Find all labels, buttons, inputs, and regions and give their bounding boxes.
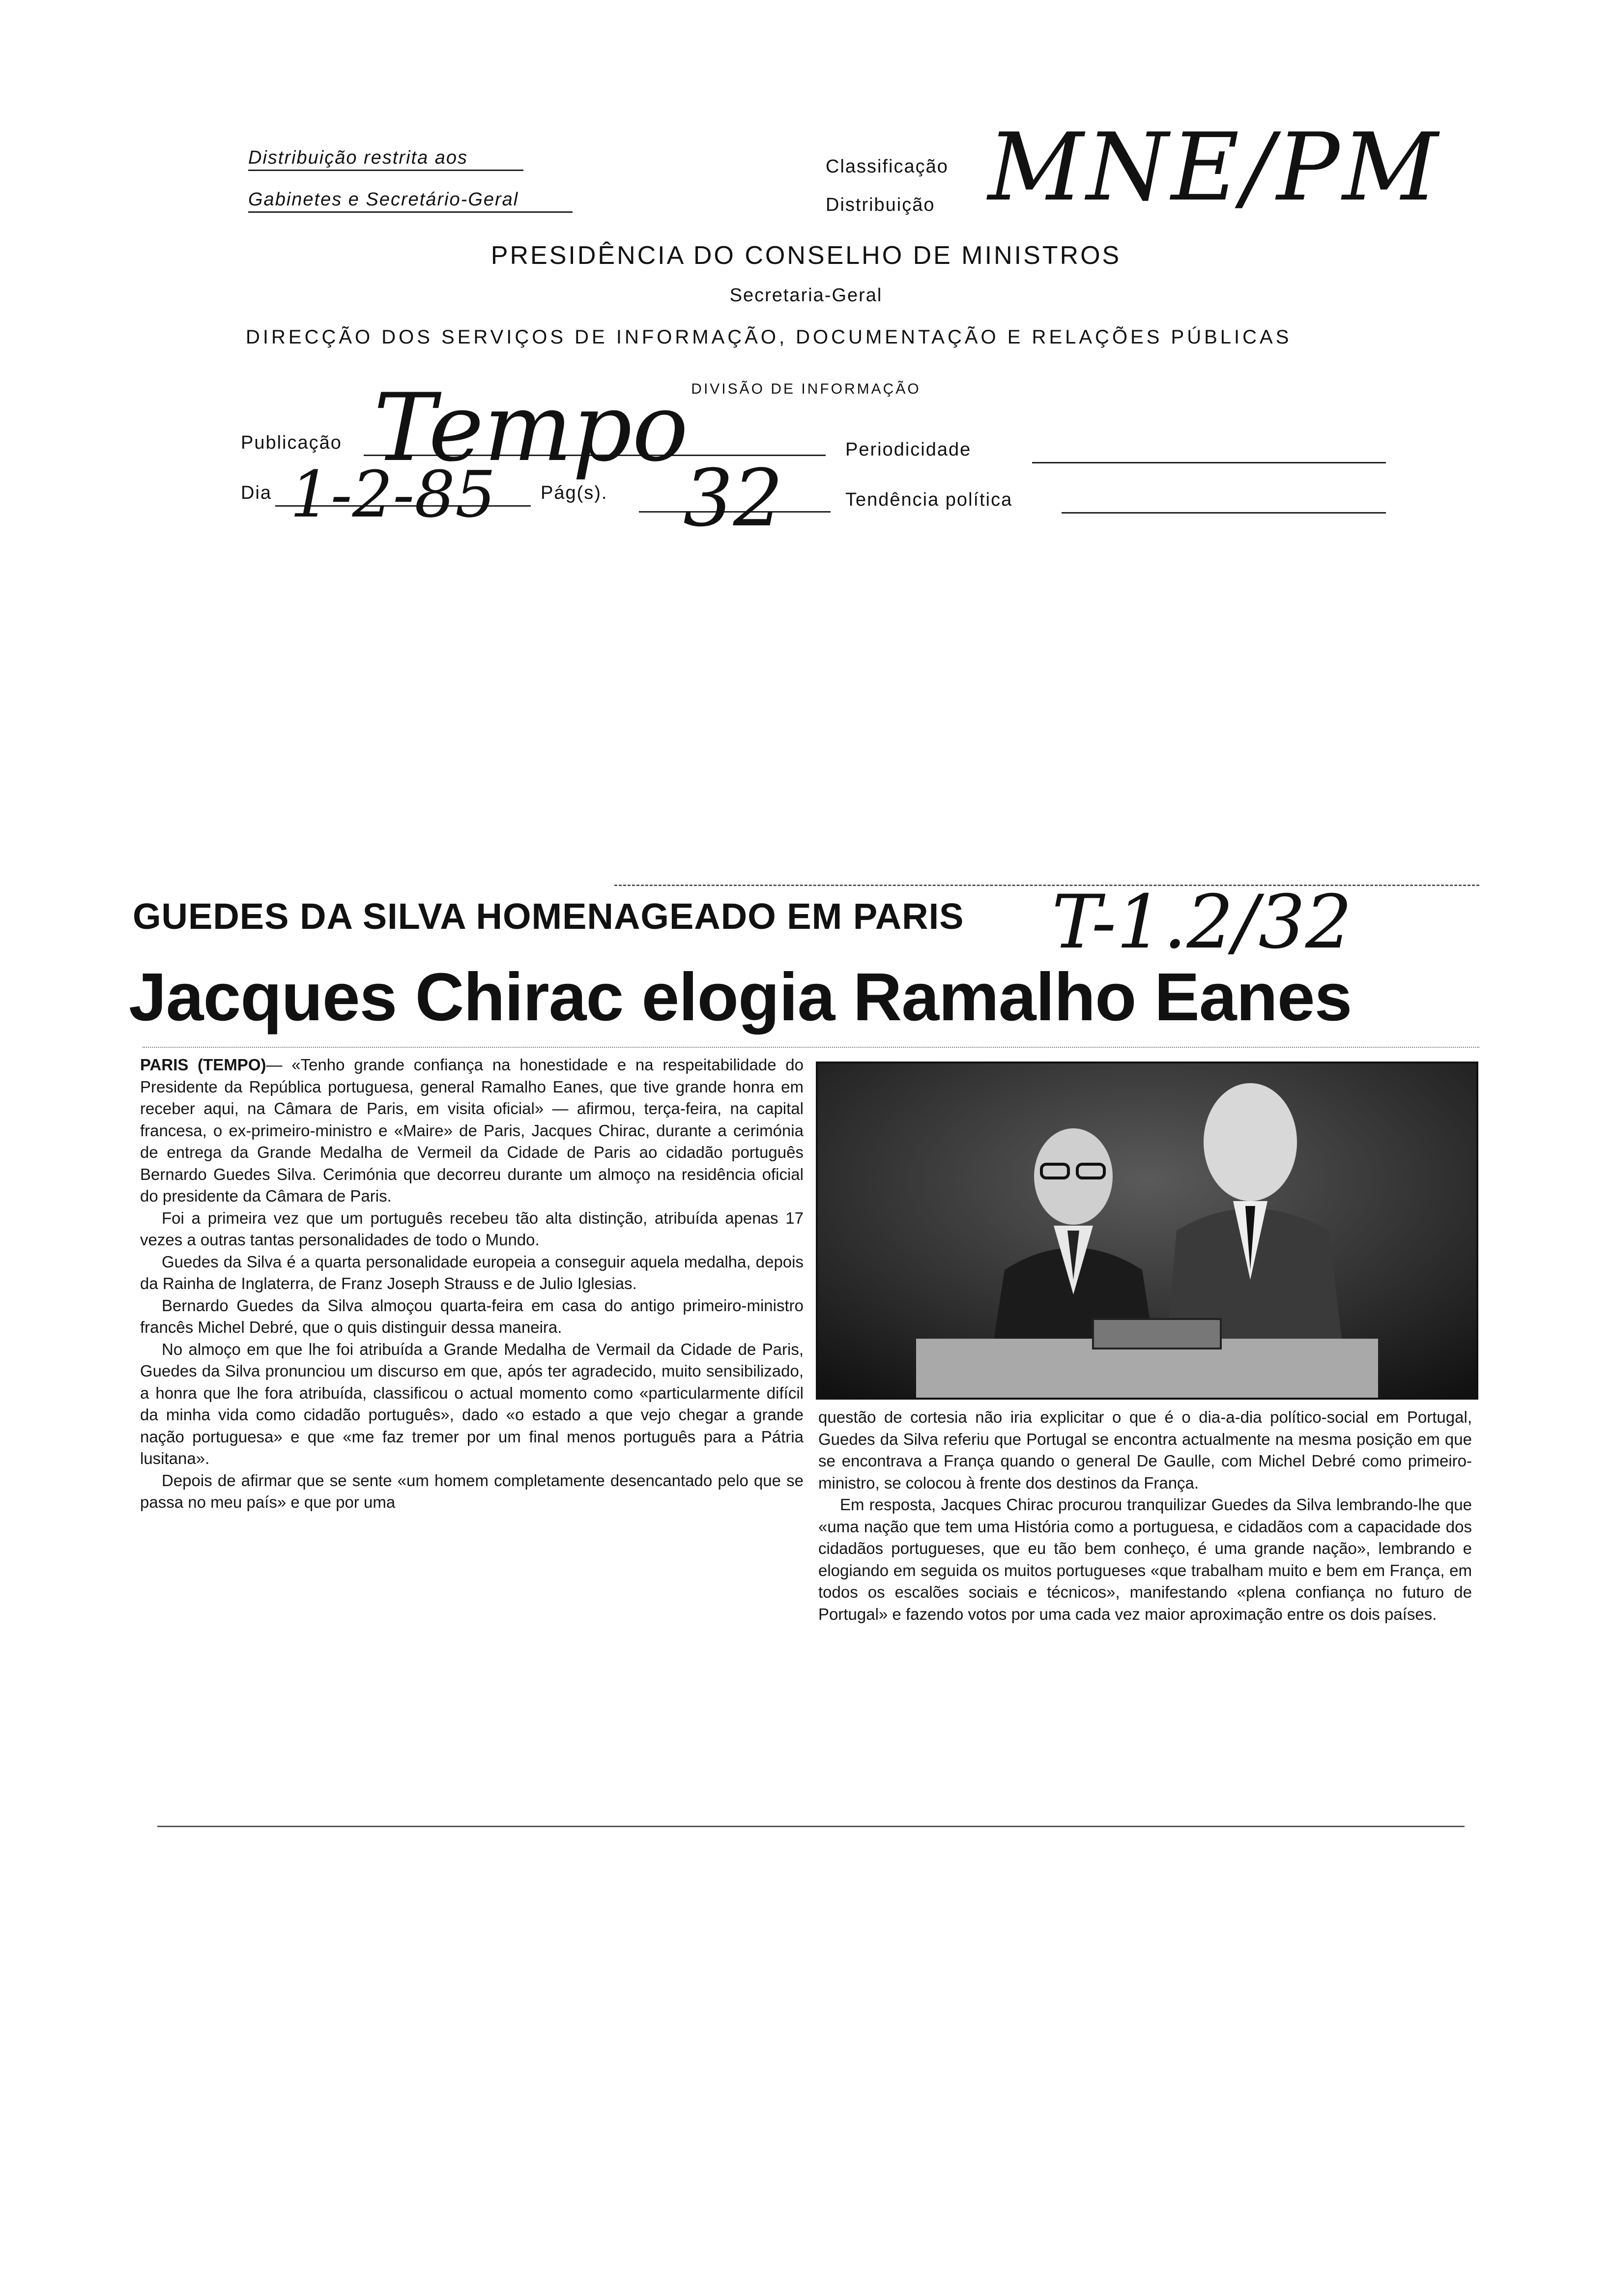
periodicity-underline — [1032, 462, 1386, 463]
presidency-title: PRESIDÊNCIA DO CONSELHO DE MINISTROS — [490, 241, 1122, 270]
article-paragraph — [140, 1054, 804, 1207]
article-paragraph: Guedes da Silva é a quarta personalidade europeia a conseguir aquela medalha, depois da Rainha de Inglaterra, de Franz Joseph Strauss e de Julio Iglesias. — [140, 1252, 804, 1292]
clipping-bottom-edge — [157, 1826, 1465, 1827]
distribution-underline-1 — [248, 170, 523, 171]
handwritten-reference: T-1.2/32 — [1052, 880, 1353, 965]
article-left-column — [140, 1054, 804, 1514]
article-paragraph: Bernardo Guedes da Silva almoçou quarta-feira em casa do antigo primeiro-ministro francês Michel Debré, que o quis distinguir dessa maneira. — [140, 1296, 804, 1336]
periodicity-label: Periodicidade — [845, 439, 972, 460]
headline-rule — [143, 1047, 1479, 1048]
paragraph-text: — «Tenho grande confiança na honestidade e na respeitabilidade do Presidente da República portuguesa, general Ramalho Eanes, que tive grande honra em receber aqui, na Câmara de Paris, em visita oficial» — afirmou, terça-feira, na capital francesa, o ex-primeiro-ministro e «Maire» de Paris, Jacques Chirac, durante a cerimónia de entrega da Grande Medalha de Vermeil da Cidade de Paris ao cidadão português Bernardo Guedes Silva. Cerimónia que decorreu durante um almoço na residência oficial do presidente da Câmara de Paris. — [140, 1056, 804, 1205]
division-line: DIVISÃO DE INFORMAÇÃO — [691, 381, 921, 397]
article-paragraph: questão de cortesia não iria explicitar o que é o dia-a-dia político-social em Portugal, Guedes da Silva referiu que Portugal se encontra actualmente na mesma posição em que se encontrava a França quando o general De Gaulle, com Michel Debré como primeiro-ministro, se colocou à frente dos destinos da França. — [818, 1408, 1472, 1492]
secretariat-subtitle: Secretaria-Geral — [729, 285, 883, 306]
article-right-column — [818, 1406, 1472, 1625]
handwritten-classification: MNE/PM — [988, 113, 1441, 222]
publication-handwritten: Tempo — [374, 373, 689, 482]
tendency-label: Tendência política — [845, 489, 1013, 510]
pages-handwritten: 32 — [683, 452, 783, 544]
article-kicker: GUEDES DA SILVA HOMENAGEADO EM PARIS — [133, 896, 964, 937]
tendency-underline — [1062, 512, 1386, 514]
article-paragraph: Foi a primeira vez que um português recebeu tão alta distinção, atribuída apenas 17 vezes a outras tantas personalidades de todo o Mundo. — [140, 1208, 804, 1249]
publication-label: Publicação — [241, 432, 342, 453]
pages-label: Pág(s). — [541, 483, 608, 503]
article-paragraph: Depois de afirmar que se sente «um homem completamente desencantado pelo que se passa no meu país» e que por uma — [140, 1471, 804, 1511]
distribution-restriction-line1: Distribuição restrita aos — [248, 147, 468, 168]
distribution-label: Distribuição — [826, 195, 935, 215]
distribution-underline-2 — [248, 211, 573, 213]
article-paragraph: Em resposta, Jacques Chirac procurou tranquilizar Guedes da Silva lembrando-lhe que «uma nação que tem uma História como a portuguesa, e cidadãos com a capacidade dos cidadãos portugueses, que eu tão bem conheço, é uma grande nação», lembrando e elogiando em seguida os muitos portugueses «que trabalham muito e bem em França, em todos os escalões sociais e técnicos», manifestando «plena confiança no futuro de Portugal» e fazendo votos por uma cada vez maior aproximação entre os dois países. — [818, 1495, 1472, 1623]
day-handwritten: 1-2-85 — [290, 457, 496, 532]
article-photo — [816, 1062, 1478, 1400]
day-label: Dia — [241, 483, 272, 503]
classification-label: Classificação — [826, 156, 949, 177]
directorate-line: DIRECÇÃO DOS SERVIÇOS DE INFORMAÇÃO, DOCUMENTAÇÃO E RELAÇÕES PÚBLICAS — [246, 326, 1292, 348]
distribution-restriction-line2: Gabinetes e Secretário-Geral — [248, 189, 519, 210]
article-paragraph: No almoço em que lhe foi atribuída a Grande Medalha de Vermail da Cidade de Paris, Guedes da Silva pronunciou um discurso em que, após ter agradecido, muito sensibilizado, a honra que lhe fora atribuída, classificou o actual momento como «particularmente difícil da minha vida como cidadão português», dado «o estado a que vejo chegar a grande nação portuguesa» e que «me faz tremer por um final menos português para a Pátria lusitana». — [140, 1340, 804, 1467]
article-headline: Jacques Chirac elogia Ramalho Eanes — [129, 959, 1352, 1035]
photo-scene — [818, 1063, 1476, 1398]
dateline: PARIS (TEMPO) — [140, 1056, 266, 1074]
